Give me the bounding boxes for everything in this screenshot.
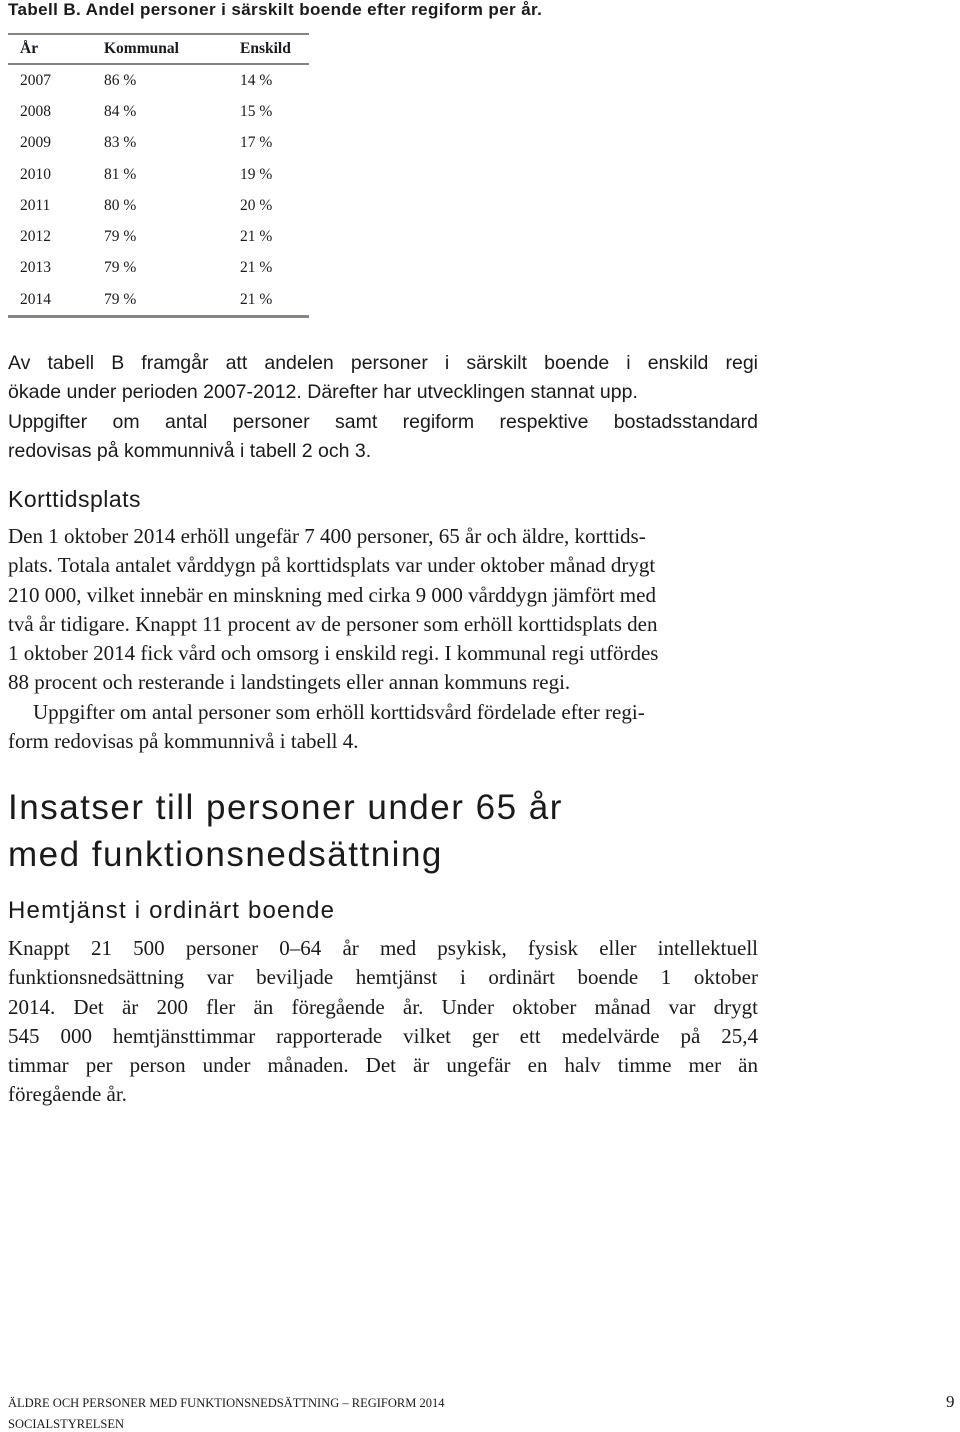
cell-year: 2009 [20, 134, 51, 152]
table-row [8, 96, 309, 127]
text-line: Uppgifter om antal personer som erhöll korttidsvård fördelade efter regi- [33, 699, 645, 724]
cell-kommunal: 79 % [104, 284, 240, 317]
paragraph-hemtjanst [8, 934, 758, 1110]
cell-kommunal: 83 % [104, 134, 137, 152]
table-row [8, 190, 309, 221]
heading-hemtjanst: Hemtjänst i ordinärt boende [8, 897, 336, 924]
text-line: föregående år. [8, 1082, 127, 1107]
table-caption: Tabell B. Andel personer i särskilt boende efter regiform per år. [8, 0, 543, 19]
heading-line: med funktionsnedsättning [8, 835, 443, 874]
text-line: Uppgifter om antal personer samt regiform respektive bostadsstandard [8, 410, 758, 433]
cell-enskild: 20 % [240, 196, 273, 214]
cell-year: 2011 [20, 196, 51, 214]
cell-enskild: 21 % [240, 228, 273, 246]
cell-kommunal: 84 % [104, 102, 137, 120]
heading-korttidsplats: Korttidsplats [8, 486, 142, 512]
text-line: 210 000, vilket innebär en minskning med cirka 9 000 vårddygn jämfört med [8, 582, 656, 607]
cell-year: 2014 [8, 284, 104, 317]
column-header-kommunal: Kommunal [104, 34, 240, 64]
regiform-table [8, 33, 309, 318]
heading-insatser [8, 784, 563, 878]
text-line: 1 oktober 2014 fick vård och omsorg i enskild regi. I kommunal regi utfördes [8, 641, 659, 666]
table-header-row [8, 34, 309, 64]
cell-year: 2012 [20, 228, 51, 246]
text-line: plats. Totala antalet vårddygn på korttidsplats var under oktober månad drygt [8, 553, 656, 578]
cell-year: 2007 [20, 71, 51, 89]
cell-enskild: 17 % [240, 134, 273, 152]
footer-title: ÄLDRE OCH PERSONER MED FUNKTIONSNEDSÄTTNING – REGIFORM 2014 [8, 1396, 445, 1410]
cell-kommunal: 79 % [104, 228, 137, 246]
cell-enskild: 21 % [240, 259, 273, 277]
text-line: timmar per person under månaden. Det är ungefär en halv timme mer än [8, 1053, 758, 1078]
table-row [8, 253, 309, 284]
text-line: 545 000 hemtjänsttimmar rapporterade vilket ger ett medelvärde på 25,4 [8, 1023, 758, 1048]
cell-kommunal: 81 % [104, 165, 137, 183]
text-line: redovisas på kommunnivå i tabell 2 och 3. [8, 439, 372, 462]
table-row [8, 64, 309, 96]
footer-org: SOCIALSTYRELSEN [8, 1417, 124, 1431]
paragraph-korttidsplats [8, 522, 758, 756]
column-header-year: År [8, 34, 104, 64]
cell-enskild: 19 % [240, 165, 273, 183]
text-line: 88 procent och resterande i landstingets eller annan kommuns regi. [8, 670, 571, 695]
cell-enskild: 21 % [240, 284, 309, 317]
paragraph-regiform-trend [8, 349, 758, 466]
cell-year: 2013 [20, 259, 51, 277]
table-row [8, 159, 309, 190]
text-line: form redovisas på kommunnivå i tabell 4. [8, 729, 359, 754]
column-header-enskild: Enskild [240, 34, 309, 64]
text-line: Av tabell B framgår att andelen personer i särskilt boende i enskild regi [8, 352, 758, 374]
table-row [8, 221, 309, 252]
cell-kommunal: 79 % [104, 259, 137, 277]
cell-kommunal: 80 % [104, 196, 137, 214]
cell-year: 2010 [20, 165, 51, 183]
cell-enskild: 14 % [240, 71, 273, 89]
table-row [8, 128, 309, 159]
text-line: ökade under perioden 2007-2012. Därefter har utvecklingen stannat upp. [8, 381, 638, 404]
cell-enskild: 15 % [240, 102, 273, 120]
heading-line: Insatser till personer under 65 år [8, 788, 563, 827]
text-line: 2014. Det är 200 fler än föregående år. Under oktober månad var drygt [8, 994, 758, 1019]
cell-year: 2008 [20, 102, 51, 120]
text-line: Den 1 oktober 2014 erhöll ungefär 7 400 personer, 65 år och äldre, korttids- [8, 524, 646, 548]
cell-kommunal: 86 % [104, 71, 137, 89]
text-line: Knappt 21 500 personer 0–64 år med psykisk, fysisk eller intellektuell [8, 936, 758, 960]
page-number: 9 [946, 1392, 955, 1411]
table-row [8, 284, 309, 317]
text-line: två år tidigare. Knappt 11 procent av de personer som erhöll korttidsplats den [8, 611, 658, 636]
text-line: funktionsnedsättning var beviljade hemtjänst i ordinärt boende 1 oktober [8, 965, 758, 990]
